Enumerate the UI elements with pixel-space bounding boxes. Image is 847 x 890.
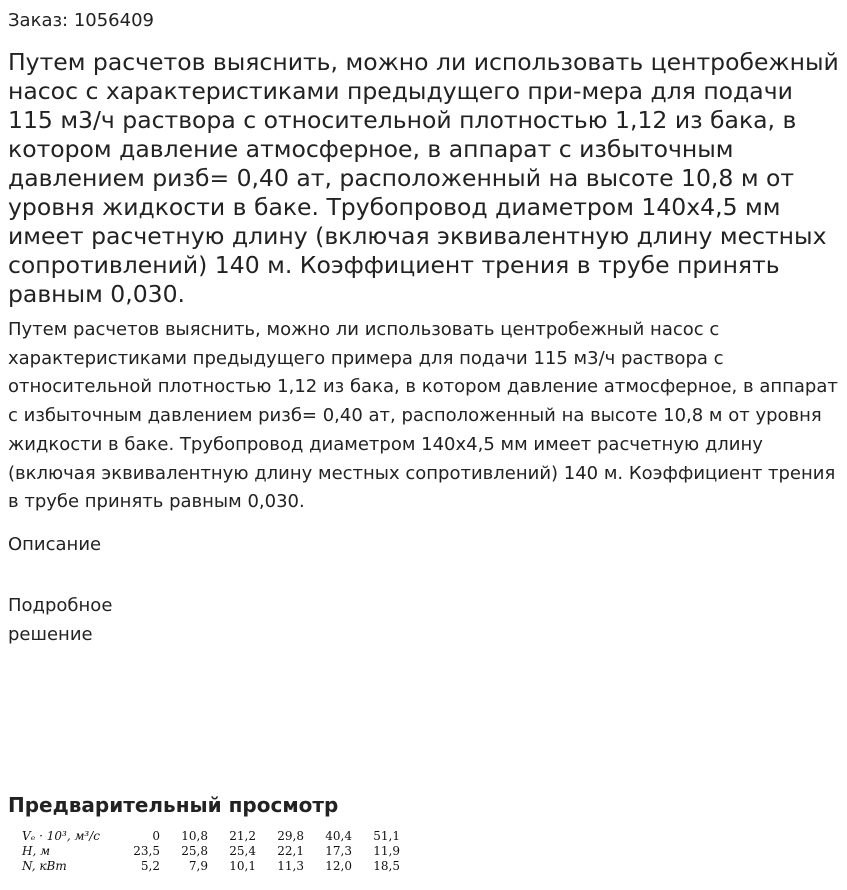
- row-label: H, м: [22, 844, 51, 858]
- table-cell: 23,5: [133, 844, 160, 858]
- table-cell: 51,1: [373, 829, 400, 843]
- problem-text: Путем расчетов выяснить, можно ли использовать центробежный насос с характеристиками предыдущего примера для подачи 115 м3/ч раствора с относительной плотностью 1,12 из бака, в котором давление атмосферное, в аппарат с избыточным давлением ризб= 0,40 ат, расположенный на высоте 10,8 м от уровня жидкости в баке. Трубопровод диаметром 140x4,5 мм имеет расчетную длину (включая эквивалентную длину местных сопротивлений) 140 м. Коэффициент трения в трубе принять равным 0,030.: [8, 319, 838, 513]
- table-cell: 11,9: [373, 844, 400, 858]
- table-cell: 17,3: [325, 844, 352, 858]
- table-cell: 18,5: [373, 859, 400, 873]
- table-cell: 5,2: [140, 859, 160, 873]
- row-label: Vₑ · 10³, м³/с: [22, 829, 100, 843]
- table-cell: 40,4: [325, 829, 352, 843]
- row-label: N, кВт: [22, 859, 67, 873]
- table-cell: 0: [152, 829, 160, 843]
- table-cell: 10,8: [181, 829, 208, 843]
- table-cell: 22,1: [277, 844, 304, 858]
- table-row: [22, 859, 400, 874]
- table-cell: 25,8: [181, 844, 208, 858]
- table-row: [22, 844, 400, 859]
- table-cell: 12,0: [325, 859, 352, 873]
- table-cell: 25,4: [229, 844, 256, 858]
- table-cell: 11,3: [277, 859, 304, 873]
- order-number: Заказ: 1056409: [8, 10, 154, 31]
- table-cell: 7,9: [188, 859, 208, 873]
- detailed-solution-label: Подробное решение: [8, 595, 113, 645]
- table-cell: 10,1: [229, 859, 256, 873]
- table-row: [22, 829, 400, 844]
- table-cell: 21,2: [229, 829, 256, 843]
- preview-table: [22, 829, 400, 874]
- problem-title: Путем расчетов выяснить, можно ли использовать центробежный насос с характеристиками предыдущего при-мера для подачи 115 м3/ч раствора с относительной плотностью 1,12 из бака, в котором давление атмосферное, в аппарат с избыточным давлением ризб= 0,40 ат, расположенный на высоте 10,8 м от уровня жидкости в баке. Трубопровод диаметром 140x4,5 мм имеет расчетную длину (включая эквивалентную длину местных сопротивлений) 140 м. Коэффициент трения в трубе принять равным 0,030.: [8, 48, 839, 308]
- preview-heading: Предварительный просмотр: [8, 793, 339, 817]
- description-label: Описание: [8, 534, 102, 555]
- table-cell: 29,8: [277, 829, 304, 843]
